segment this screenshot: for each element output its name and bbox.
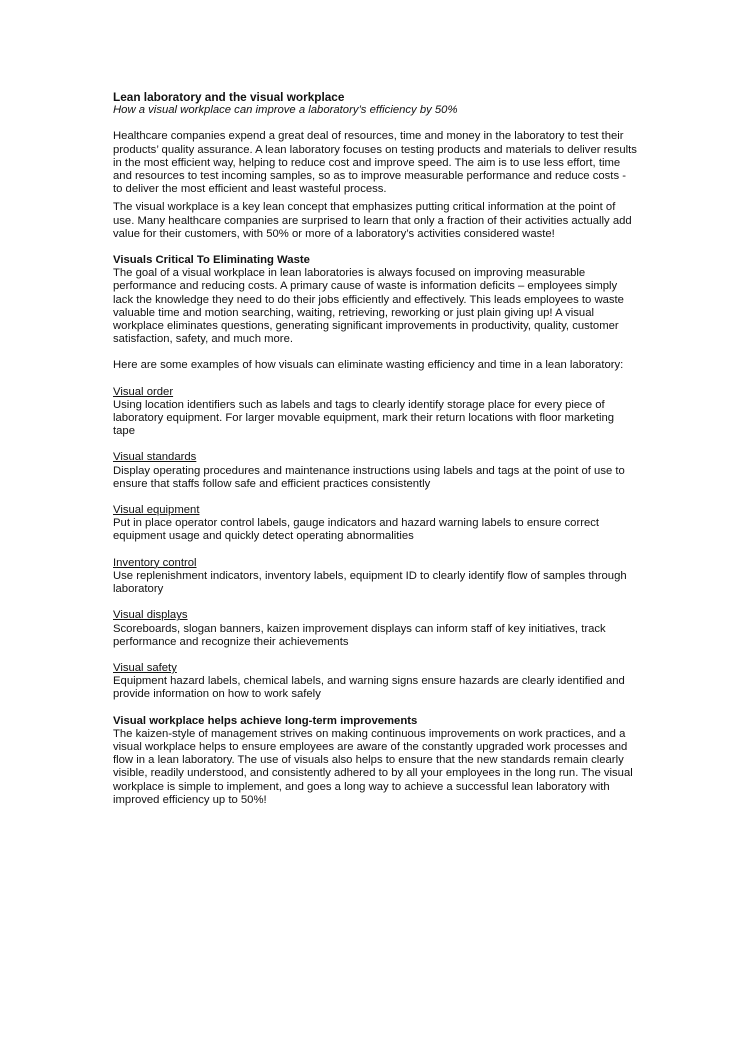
example-item-inventory-control: [113, 557, 638, 597]
example-text: Put in place operator control labels, gauge indicators and hazard warning labels to ensure correct equipment usage and quickly detect operating abnormalities: [113, 517, 600, 543]
example-item-visual-safety: [113, 662, 638, 702]
example-item-visual-order: [113, 386, 638, 439]
document-subtitle: How a visual workplace can improve a laboratory’s efficiency by 50%: [113, 104, 458, 117]
example-text: Display operating procedures and maintenance instructions using labels and tags at the point of use to ensure that staffs follow safe and efficient practices consistently: [113, 464, 625, 490]
example-title: Visual displays: [113, 609, 188, 622]
intro-paragraph-1: Healthcare companies expend a great deal of resources, time and money in the laboratory to test their products’ quality assurance. A lean laboratory focuses on testing products and materials to deliver results in the most efficient way, helping to reduce cost and improve speed. The aim is to use less effort, time and resources to test incoming samples, so as to improve measurable performance and reduce costs - to deliver the most efficient and least wasteful process.: [113, 130, 637, 196]
example-title: Inventory control: [113, 556, 197, 569]
section-heading-long-term: Visual workplace helps achieve long-term improvements: [113, 714, 418, 727]
section-long-term: [113, 715, 638, 807]
section-waste: [113, 254, 638, 373]
document-title: Lean laboratory and the visual workplace: [113, 90, 345, 104]
example-title: Visual equipment: [113, 504, 200, 517]
section-body-waste: The goal of a visual workplace in lean laboratories is always focused on improving measurable performance and reducing costs. A primary cause of waste is information deficits – employees simply lack the knowledge they need to do their jobs efficiently and effectively. This leads employees to waste valuable time and motion searching, waiting, retrieving, reworking or just plain giving up! A visual workplace eliminates questions, generating significant improvements in productivity, quality, customer satisfaction, safety, and much more.: [113, 267, 624, 346]
example-title: Visual order: [113, 385, 174, 398]
example-item-visual-standards: [113, 451, 638, 491]
section-body-long-term: The kaizen-style of management strives on making continuous improvements on work practices, and a visual workplace helps to ensure employees are aware of the constantly upgraded work processes and flow in a lean laboratory. The use of visuals also helps to ensure that the new standards remain clearly visible, readily understood, and consistently adhered to by all your employees in the long run. The visual workplace is simple to implement, and goes a long way to achieve a successful lean laboratory with improved efficiency up to 50%!: [113, 727, 633, 806]
example-item-visual-displays: [113, 609, 638, 649]
examples-lead: Here are some examples of how visuals can eliminate wasting efficiency and time in a lean laboratory:: [113, 359, 624, 372]
intro-paragraph-2: The visual workplace is a key lean concept that emphasizes putting critical information at the point of use. Many healthcare companies are surprised to learn that only a fraction of their activities actually add value for their customers, with 50% or more of a laboratory’s activities considered waste!: [113, 201, 632, 240]
document-page: [113, 91, 638, 807]
example-text: Equipment hazard labels, chemical labels, and warning signs ensure hazards are clearly identified and provide information on how to work safely: [113, 675, 625, 701]
section-heading-waste: Visuals Critical To Eliminating Waste: [113, 254, 310, 267]
example-text: Scoreboards, slogan banners, kaizen improvement displays can inform staff of key initiatives, track performance and recognize their achievements: [113, 622, 606, 648]
example-title: Visual safety: [113, 661, 177, 674]
example-title: Visual standards: [113, 451, 197, 464]
example-text: Using location identifiers such as labels and tags to clearly identify storage place for every piece of laboratory equipment. For larger movable equipment, mark their return locations with floor marketing tape: [113, 398, 615, 438]
example-item-visual-equipment: [113, 504, 638, 544]
example-text: Use replenishment indicators, inventory labels, equipment ID to clearly identify flow of samples through laboratory: [113, 569, 627, 596]
